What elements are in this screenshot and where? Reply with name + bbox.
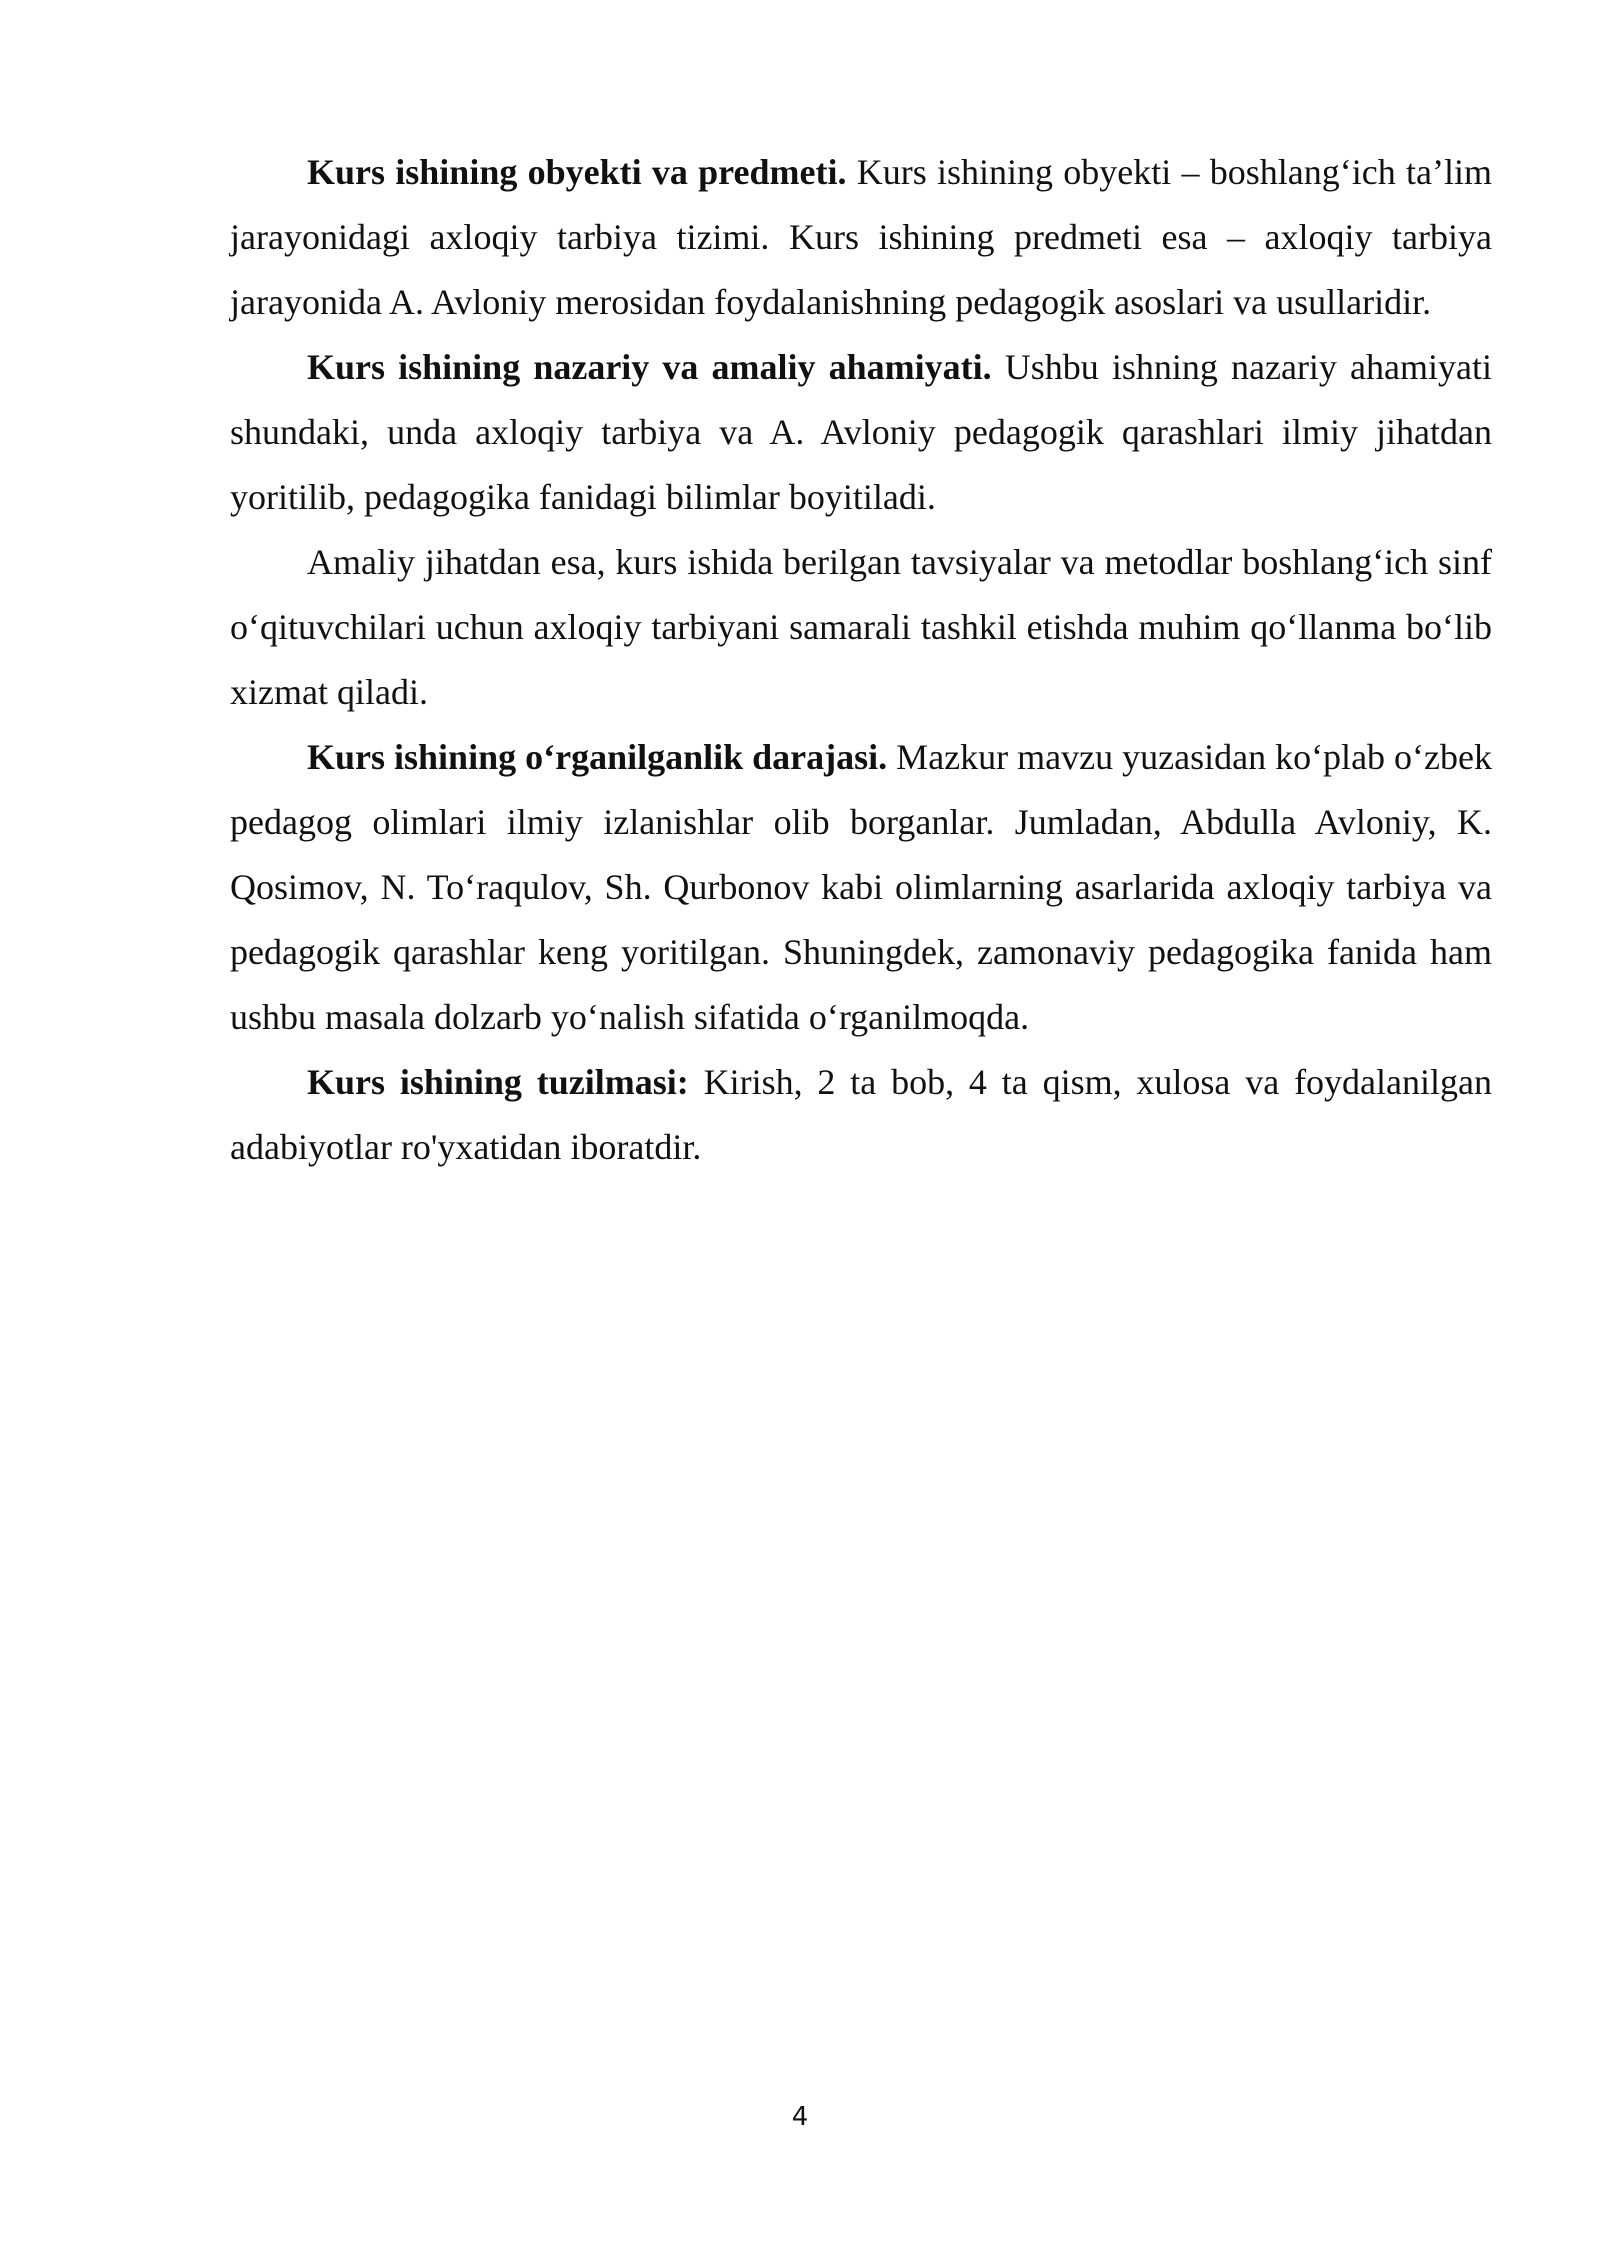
page-content — [230, 140, 1492, 1180]
paragraph-text: Kirish, 2 ta bob, 4 ta qism, xulosa va foydalanilgan adabiyotlar ro'yxatidan iboratdir. — [230, 1062, 1492, 1167]
paragraph-heading: Kurs ishining obyekti va predmeti. — [307, 152, 847, 192]
paragraph-text: Ushbu ishning nazariy ahamiyati shundaki, unda axloqiy tarbiya va A. Avloniy pedagogik qarashlari ilmiy jihatdan yoritilib, pedagogika fanidagi bilimlar boyitiladi. — [230, 347, 1492, 517]
paragraph-text: Mazkur mavzu yuzasidan ko‘plab o‘zbek pedagog olimlari ilmiy izlanishlar olib borganlar. Jumladan, Abdulla Avloniy, K. Qosimov, N. To‘raqulov, Sh. Qurbonov kabi olimlarning asarlarida axloqiy tarbiya va pedagogik qarashlar keng yoritilgan. Shuningdek, zamonaviy pedagogika fanida ham ushbu masala dolzarb yo‘nalish sifatida o‘rganilmoqda. — [230, 737, 1492, 1037]
paragraph-text: Kurs ishining obyekti – boshlang‘ich ta’lim jarayonidagi axloqiy tarbiya tizimi. Kurs ishining predmeti esa – axloqiy tarbiya jarayonida A. Avloniy merosidan foydalanishning pedagogik asoslari va usullaridir. — [230, 152, 1492, 322]
paragraph-heading: Kurs ishining o‘rganilganlik darajasi. — [307, 737, 888, 777]
paragraph-heading: Kurs ishining nazariy va amaliy ahamiyati. — [307, 347, 992, 387]
paragraph-practical — [230, 530, 1492, 725]
page-number: 4 — [791, 2102, 809, 2132]
paragraph-heading: Kurs ishining tuzilmasi: — [307, 1062, 689, 1102]
paragraph-study-level — [230, 725, 1492, 1050]
paragraph-significance — [230, 335, 1492, 530]
paragraph-object-subject — [230, 140, 1492, 335]
paragraph-structure — [230, 1050, 1492, 1180]
paragraph-text: Amaliy jihatdan esa, kurs ishida berilgan tavsiyalar va metodlar boshlang‘ich sinf o‘qituvchilari uchun axloqiy tarbiyani samarali tashkil etishda muhim qo‘llanma bo‘lib xizmat qiladi. — [230, 542, 1492, 712]
